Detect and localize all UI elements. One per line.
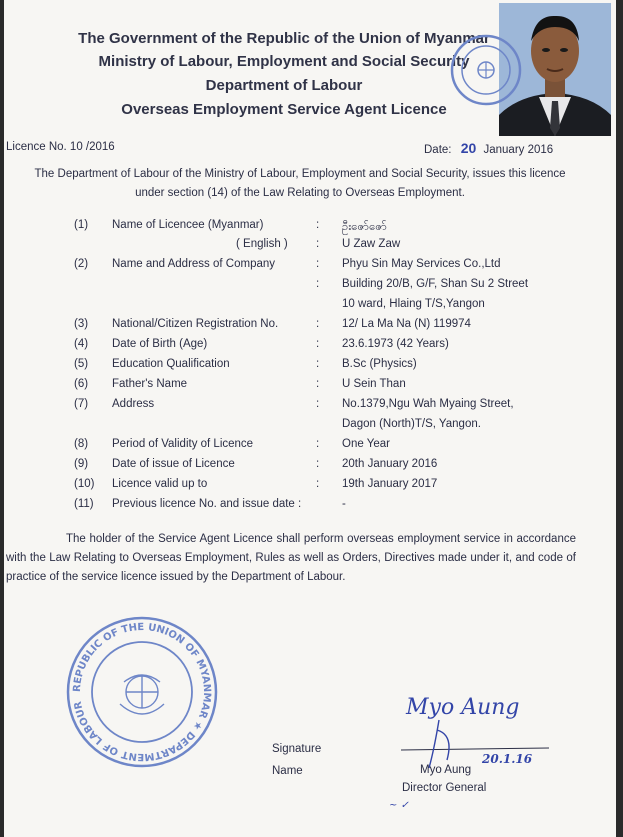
company-address-line: 10 ward, Hlaing T/S,Yangon: [342, 298, 485, 310]
handwritten-signature: Myo Aung: [406, 695, 520, 720]
intro-paragraph: The Department of Labour of the Ministry of Labour, Employment and Social Security, issues this licence under section (14) of the Law Relating to Overseas Employment.: [34, 168, 566, 199]
field-label: Previous licence No. and issue date :: [112, 498, 302, 510]
date-day: 20: [460, 140, 477, 156]
field-label: Period of Validity of Licence: [112, 438, 254, 450]
field-number: (2): [74, 258, 89, 270]
department-seal-icon: [62, 612, 222, 772]
signature-label: Signature: [272, 743, 322, 755]
field-value: Phyu Sin May Services Co.,Ltd: [342, 258, 501, 270]
field-number: (6): [74, 378, 89, 390]
field-label: Licence valid up to: [112, 478, 208, 490]
field-number: (7): [74, 398, 89, 410]
field-value: U Sein Than: [342, 378, 406, 390]
licence-number: Licence No. 10 /2016: [6, 141, 115, 153]
signer-title: Director General: [402, 782, 487, 794]
field-label: Father's Name: [112, 378, 188, 390]
company-address-line: Building 20/B, G/F, Shan Su 2 Street: [342, 278, 529, 290]
header-government: The Government of the Republic of the Union of Myanmar: [78, 30, 490, 47]
field-label: Education Qualification: [112, 358, 230, 370]
field-number: (10): [74, 478, 95, 490]
header-licence-title: Overseas Employment Service Agent Licence: [121, 101, 447, 118]
field-label: Date of issue of Licence: [112, 458, 235, 470]
handwritten-date: 20.1.16: [482, 752, 533, 766]
field-label: ( English ): [236, 238, 288, 250]
header-ministry: Ministry of Labour, Employment and Social Security: [98, 53, 470, 70]
closing-paragraph: The holder of the Service Agent Licence shall perform overseas employment service in accordance with the Law Relating to Overseas Employment, Rules as well as Orders, Directives made under it, and code of practice of the service licence issued by the Department of Labour.: [6, 533, 576, 583]
field-label: National/Citizen Registration No.: [112, 318, 279, 330]
field-label: Name of Licencee (Myanmar): [112, 219, 264, 231]
issue-date: [424, 140, 553, 156]
field-value: No.1379,Ngu Wah Myaing Street,: [342, 398, 514, 410]
header-department: Department of Labour: [205, 77, 363, 94]
field-value: ဦးဇော်ဇော်: [342, 221, 387, 233]
field-value: 19th January 2017: [342, 478, 438, 490]
field-label: Address: [112, 398, 155, 410]
name-label: Name: [272, 765, 303, 777]
field-number: (4): [74, 338, 89, 350]
date-label: Date:: [424, 144, 452, 156]
signer-name: Myo Aung: [420, 764, 472, 776]
address-line-2: Dagon (North)T/S, Yangon.: [342, 418, 481, 430]
field-value: 20th January 2016: [342, 458, 438, 470]
field-number: (5): [74, 358, 89, 370]
seal-text: REPUBLIC OF THE UNION OF MYANMAR ★ DEPARTMENT OF LABOUR: [71, 621, 213, 763]
field-value: -: [342, 498, 346, 510]
field-value: 23.6.1973 (42 Years): [342, 338, 449, 350]
field-number: (11): [74, 498, 94, 510]
field-value: 12/ La Ma Na (N) 119974: [342, 318, 471, 330]
field-number: (8): [74, 438, 89, 450]
field-value: U Zaw Zaw: [342, 238, 401, 250]
department-stamp-icon: [446, 30, 526, 110]
licence-document: The Government of the Republic of the Union of Myanmar Ministry of Labour, Employment and Social Security Department of Labour Overseas Employment Service Agent Licence Licence No. 10 /2016 Date: 20 January 2016 The Department of Labour of the Ministry of Labour, Employment and Social Security, issues this licence under section (14) of the Law Relating to Overseas Employment. (1) Name of Licencee (Myanmar) : ဦးဇော်ဇော် ( English ) : U Zaw Zaw (2) Name and Address of Company : Phyu Sin May Services Co.,Ltd : Building 20/B, G/F, Shan Su 2 Street 10 ward, Hlaing T/S,Yangon (3) National/Citizen Registration No. : 12/ La Ma Na (N) 119974 (4) Date of Birth (Age) : 23.6.1973 (42 Years) (5) Education Qualification : B.Sc (Physics) (6) Father's Name : U Sein Than (7) Address : No.1379,Ngu Wah Myaing Street, Dagon (North)T/S, Yangon. (8) Period of Validity of Licence : One Year (9) Date of issue of Licence : 20th January 2016 (10) Licence valid up to : 19th January 2017 (11) Previous licence No. and issue date : - The holder of the Service Agent Licence shall perform overseas employment service in accordance with the Law Relating to Overseas Employment, Rules as well as Orders, Directives made under it, and code of practice of the service licence issued by the Department of Labour. REPUBLIC OF THE UNION OF MYANMAR ★ DEPARTMENT OF LABOUR Signature Name Myo Aung Myo Aung 20.1.16 Director General ~ ✓: [4, 0, 616, 837]
field-value: B.Sc (Physics): [342, 358, 417, 370]
initials-mark: ~ ✓: [389, 800, 409, 811]
field-value: One Year: [342, 438, 390, 450]
field-number: (1): [74, 219, 89, 231]
field-label: Date of Birth (Age): [112, 338, 208, 350]
field-number: (3): [74, 318, 89, 330]
date-month-year: January 2016: [483, 144, 554, 156]
field-number: (9): [74, 458, 89, 470]
field-label: Name and Address of Company: [112, 258, 276, 270]
